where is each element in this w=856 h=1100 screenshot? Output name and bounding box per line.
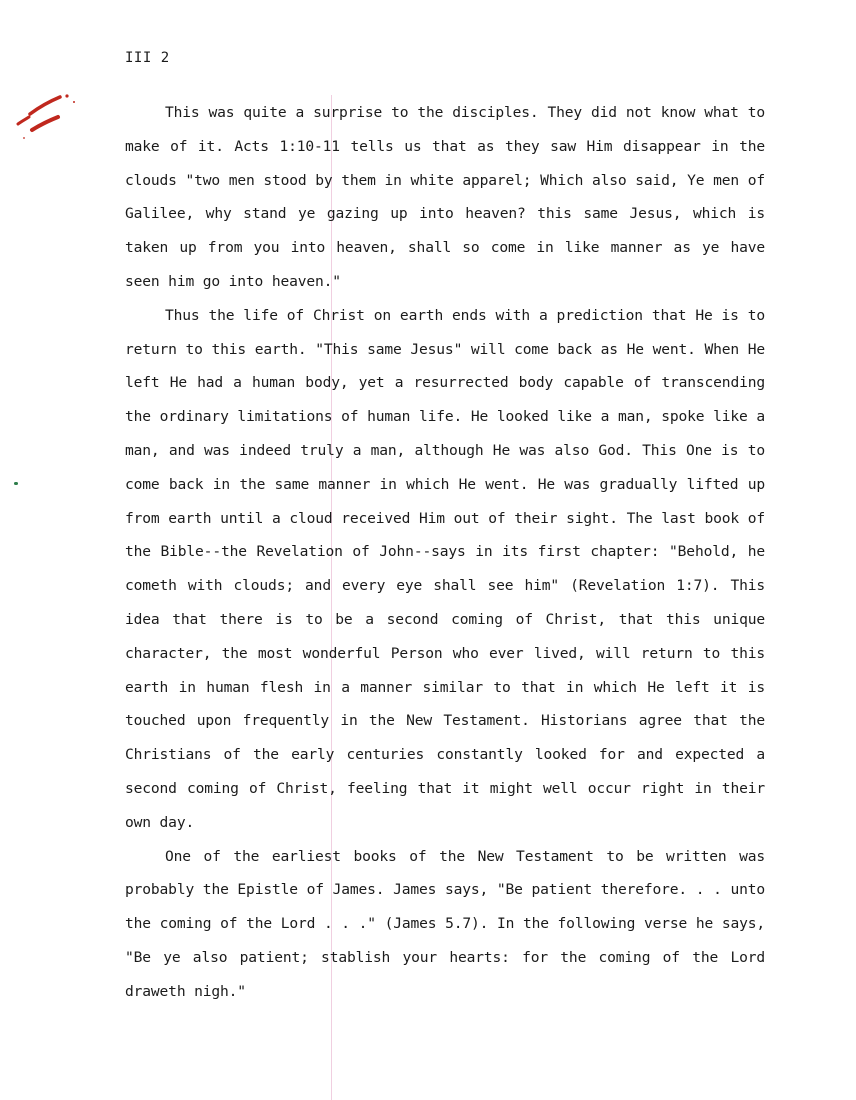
red-ink-mark (10, 92, 80, 147)
page-number: III 2 (125, 50, 170, 66)
body-text (125, 96, 765, 1009)
paragraph-3: One of the earliest books of the New Testament to be written was probably the Epistle of James. James says, "Be patient therefore. . . unto the coming of the Lord . . ." (James 5.7). In the following verse he says, "Be ye also patient; stablish your hearts: for the coming of the Lord draweth nigh." (125, 847, 765, 1000)
paragraph-1: This was quite a surprise to the disciples. They did not know what to make of it. Acts 1:10-11 tells us that as they saw Him disappear in the clouds "two men stood by them in white apparel; Which also said, Ye men of Galilee, why stand ye gazing up into heaven? this same Jesus, which is taken up from you into heaven, shall so come in like manner as ye have seen him go into heaven." (125, 104, 765, 290)
paragraph-2: Thus the life of Christ on earth ends with a prediction that He is to return to this earth. "This same Jesus" will come back as He went. When He left He had a human body, yet a resurrected body capable of transcending the ordinary limitations of human life. He looked like a man, spoke like a man, and was indeed truly a man, although He was also God. This One is to come back in the same manner in which He went. He was gradually lifted up from earth until a cloud received Him out of their sight. The last book of the Bible--the Revelation of John--says in its first chapter: "Behold, he cometh with clouds; and every eye shall see him" (Revelation 1:7). This idea that there is to be a second coming of Christ, that this unique character, the most wonderful Person who ever lived, will return to this earth in human flesh in a manner similar to that in which He left it is touched upon frequently in the New Testament. Historians agree that the Christians of the early centuries constantly looked for and expected a second coming of Christ, feeling that it might well occur right in their own day. (125, 306, 765, 831)
green-ink-dot (14, 482, 18, 485)
